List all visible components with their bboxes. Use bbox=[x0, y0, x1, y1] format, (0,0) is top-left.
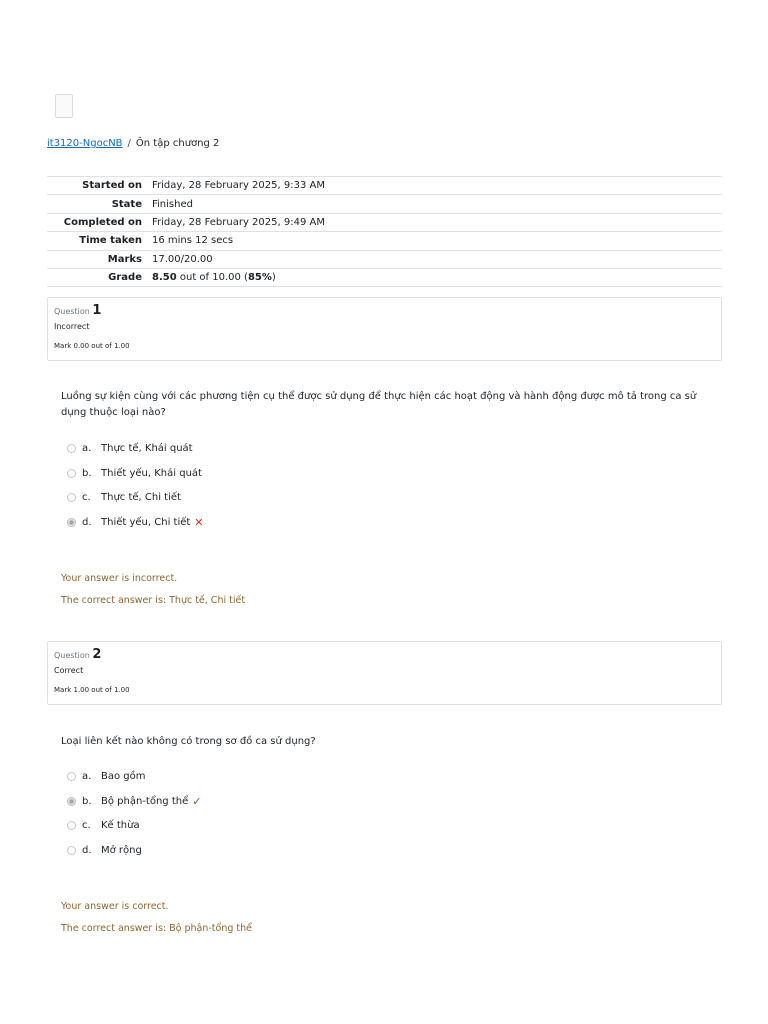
radio-button[interactable] bbox=[67, 493, 76, 502]
question-state: Correct bbox=[54, 666, 84, 675]
question-number-value: 1 bbox=[92, 303, 102, 318]
answer-option[interactable] bbox=[67, 764, 201, 789]
answer-label: Thực tế, Khái quát bbox=[101, 442, 193, 454]
summary-value: 16 mins 12 secs bbox=[152, 235, 234, 247]
answer-label: Mở rộng bbox=[101, 844, 142, 856]
answer-label: Thực tế, Chi tiết bbox=[101, 492, 181, 504]
question-1-text: Luồng sự kiện cùng với các phương tiện cụ thể được sử dụng để thực hiện các hoạt động và hành động được mô tả trong ca sử dụng thuộc loại nào? bbox=[61, 391, 697, 418]
question-1-info bbox=[47, 297, 722, 361]
grade-score: 8.50 bbox=[152, 272, 177, 284]
question-2-correct-answer: The correct answer is: Bộ phận-tổng thể bbox=[61, 923, 252, 934]
radio-button[interactable] bbox=[67, 772, 76, 781]
answer-option[interactable] bbox=[67, 461, 204, 486]
answer-label: Bộ phận-tổng thể bbox=[101, 795, 189, 807]
summary-label: Completed on bbox=[63, 216, 142, 228]
breadcrumb-separator: / bbox=[127, 138, 131, 149]
question-number bbox=[54, 648, 721, 663]
summary-row-time-taken bbox=[47, 232, 722, 250]
breadcrumb bbox=[47, 137, 219, 150]
answer-option[interactable] bbox=[67, 510, 204, 535]
correct-check-icon: ✓ bbox=[192, 794, 202, 808]
summary-label: Grade bbox=[108, 272, 142, 284]
question-2-answers bbox=[67, 764, 201, 863]
answer-label: Kế thừa bbox=[101, 820, 140, 832]
answer-label: Thiết yếu, Khái quát bbox=[101, 467, 202, 479]
broken-image-icon bbox=[55, 94, 73, 118]
answer-letter: c. bbox=[82, 492, 91, 504]
answer-option[interactable] bbox=[67, 789, 201, 814]
answer-option[interactable] bbox=[67, 436, 204, 461]
breadcrumb-current: Ôn tập chương 2 bbox=[135, 138, 220, 149]
summary-label: Started on bbox=[82, 180, 142, 192]
radio-button[interactable] bbox=[67, 821, 76, 830]
summary-value: Finished bbox=[152, 198, 193, 210]
summary-value: Friday, 28 February 2025, 9:33 AM bbox=[152, 180, 325, 192]
radio-button[interactable] bbox=[67, 846, 76, 855]
question-number bbox=[54, 304, 721, 319]
grade-percent: 85% bbox=[247, 272, 272, 284]
attempt-summary-table bbox=[47, 176, 722, 287]
radio-button[interactable] bbox=[67, 469, 76, 478]
radio-button-checked[interactable] bbox=[67, 797, 76, 806]
breadcrumb-course-link[interactable]: it3120-NgocNB bbox=[47, 138, 123, 149]
incorrect-cross-icon: ✕ bbox=[194, 515, 204, 529]
question-label: Question bbox=[54, 651, 90, 660]
summary-row-marks bbox=[47, 250, 722, 268]
question-label: Question bbox=[54, 307, 90, 316]
question-1-feedback-result: Your answer is incorrect. bbox=[61, 573, 178, 584]
answer-letter: c. bbox=[82, 820, 91, 832]
summary-value: Friday, 28 February 2025, 9:49 AM bbox=[152, 216, 325, 228]
summary-row-completed-on bbox=[47, 213, 722, 231]
question-2-text: Loại liên kết nào không có trong sơ đồ ca sử dụng? bbox=[61, 736, 316, 747]
summary-row-state bbox=[47, 195, 722, 213]
question-number-value: 2 bbox=[92, 647, 102, 662]
summary-value-grade bbox=[149, 268, 722, 286]
answer-letter: d. bbox=[82, 844, 92, 856]
answer-letter: d. bbox=[82, 516, 92, 528]
answer-label: Bao gồm bbox=[101, 770, 146, 782]
question-grade: Mark 1.00 out of 1.00 bbox=[54, 686, 130, 694]
question-state: Incorrect bbox=[54, 322, 90, 331]
question-grade: Mark 0.00 out of 1.00 bbox=[54, 342, 130, 350]
question-1-correct-answer: The correct answer is: Thực tế, Chi tiết bbox=[61, 595, 246, 606]
answer-letter: b. bbox=[82, 795, 92, 807]
radio-button[interactable] bbox=[67, 444, 76, 453]
summary-label: Marks bbox=[107, 253, 142, 265]
answer-option[interactable] bbox=[67, 485, 204, 510]
radio-button-checked[interactable] bbox=[67, 518, 76, 527]
question-1-answers bbox=[67, 436, 204, 535]
summary-label: State bbox=[111, 198, 142, 210]
answer-letter: a. bbox=[82, 770, 92, 782]
summary-row-grade bbox=[47, 268, 722, 286]
question-2-feedback-result: Your answer is correct. bbox=[61, 901, 169, 912]
question-2-info bbox=[47, 641, 722, 705]
summary-value: 17.00/20.00 bbox=[152, 253, 213, 265]
grade-out-of: out of 10.00 ( bbox=[176, 272, 248, 284]
summary-label: Time taken bbox=[79, 235, 142, 247]
answer-option[interactable] bbox=[67, 838, 201, 863]
answer-label: Thiết yếu, Chi tiết bbox=[101, 516, 191, 528]
answer-letter: a. bbox=[82, 442, 92, 454]
summary-row-started-on bbox=[47, 177, 722, 195]
grade-close-paren: ) bbox=[271, 272, 276, 284]
answer-option[interactable] bbox=[67, 813, 201, 838]
answer-letter: b. bbox=[82, 467, 92, 479]
